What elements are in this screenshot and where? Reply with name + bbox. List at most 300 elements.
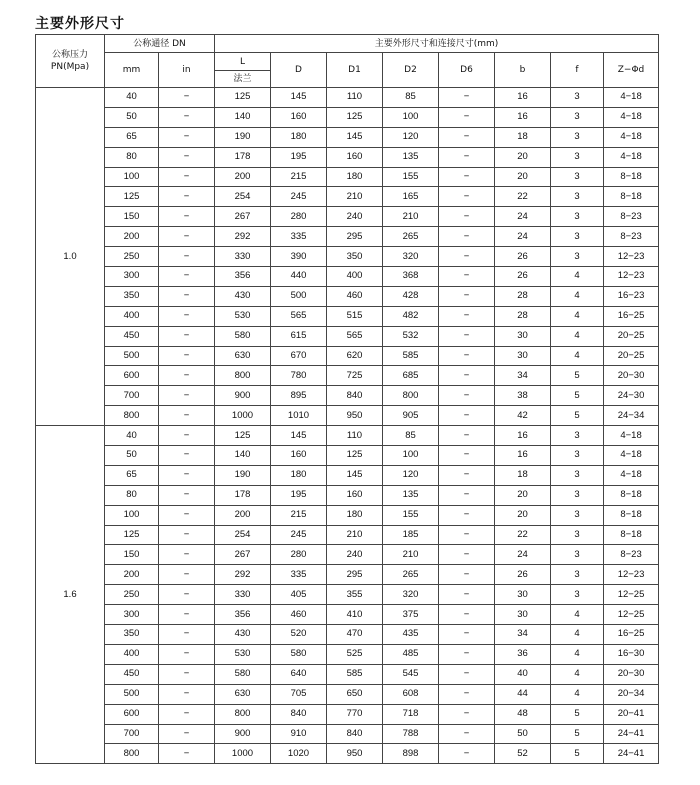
cell-b: 20 bbox=[495, 485, 551, 505]
cell-b: 20 bbox=[495, 167, 551, 187]
cell-mm: 80 bbox=[105, 485, 159, 505]
table-row bbox=[36, 724, 659, 744]
cell-mm: 125 bbox=[105, 187, 159, 207]
cell-D2: 800 bbox=[383, 386, 439, 406]
cell-in: − bbox=[159, 386, 215, 406]
cell-D: 440 bbox=[271, 267, 327, 287]
cell-mm: 700 bbox=[105, 386, 159, 406]
cell-zd: 24−41 bbox=[604, 744, 659, 764]
cell-D1: 515 bbox=[327, 306, 383, 326]
cell-in: − bbox=[159, 565, 215, 585]
cell-mm: 700 bbox=[105, 724, 159, 744]
cell-in: − bbox=[159, 286, 215, 306]
cell-D2: 368 bbox=[383, 267, 439, 287]
cell-in: − bbox=[159, 147, 215, 167]
cell-b: 24 bbox=[495, 227, 551, 247]
cell-D6: − bbox=[439, 565, 495, 585]
cell-b: 22 bbox=[495, 525, 551, 545]
cell-D1: 400 bbox=[327, 267, 383, 287]
cell-zd: 12−25 bbox=[604, 585, 659, 605]
cell-D6: − bbox=[439, 744, 495, 764]
cell-b: 40 bbox=[495, 664, 551, 684]
cell-D: 1010 bbox=[271, 406, 327, 426]
cell-D2: 482 bbox=[383, 306, 439, 326]
cell-b: 18 bbox=[495, 127, 551, 147]
cell-D: 910 bbox=[271, 724, 327, 744]
cell-D2: 165 bbox=[383, 187, 439, 207]
cell-b: 24 bbox=[495, 545, 551, 565]
cell-f: 4 bbox=[551, 664, 604, 684]
cell-D6: − bbox=[439, 227, 495, 247]
table-row bbox=[36, 167, 659, 187]
cell-in: − bbox=[159, 187, 215, 207]
cell-D6: − bbox=[439, 88, 495, 108]
cell-D2: 320 bbox=[383, 247, 439, 267]
cell-D2: 320 bbox=[383, 585, 439, 605]
table-row bbox=[36, 386, 659, 406]
cell-mm: 250 bbox=[105, 247, 159, 267]
cell-in: − bbox=[159, 426, 215, 446]
table-row bbox=[36, 426, 659, 446]
cell-L: 580 bbox=[215, 326, 271, 346]
table-row bbox=[36, 644, 659, 664]
cell-D1: 470 bbox=[327, 625, 383, 645]
cell-D6: − bbox=[439, 107, 495, 127]
cell-D2: 485 bbox=[383, 644, 439, 664]
cell-in: − bbox=[159, 127, 215, 147]
cell-b: 30 bbox=[495, 585, 551, 605]
cell-L: 125 bbox=[215, 88, 271, 108]
table-row bbox=[36, 684, 659, 704]
cell-D: 335 bbox=[271, 227, 327, 247]
table-row bbox=[36, 585, 659, 605]
table-row bbox=[36, 744, 659, 764]
cell-D: 520 bbox=[271, 625, 327, 645]
cell-f: 4 bbox=[551, 644, 604, 664]
cell-in: − bbox=[159, 346, 215, 366]
cell-mm: 600 bbox=[105, 366, 159, 386]
cell-L: 178 bbox=[215, 147, 271, 167]
cell-in: − bbox=[159, 744, 215, 764]
cell-L: 630 bbox=[215, 684, 271, 704]
cell-zd: 8−23 bbox=[604, 545, 659, 565]
cell-L: 140 bbox=[215, 107, 271, 127]
cell-D: 280 bbox=[271, 207, 327, 227]
cell-mm: 500 bbox=[105, 684, 159, 704]
cell-L: 430 bbox=[215, 625, 271, 645]
cell-b: 20 bbox=[495, 147, 551, 167]
table-row bbox=[36, 127, 659, 147]
cell-f: 3 bbox=[551, 227, 604, 247]
col-in-header: in bbox=[159, 53, 215, 88]
cell-D2: 120 bbox=[383, 127, 439, 147]
cell-zd: 8−18 bbox=[604, 485, 659, 505]
cell-in: − bbox=[159, 326, 215, 346]
cell-b: 44 bbox=[495, 684, 551, 704]
cell-mm: 800 bbox=[105, 406, 159, 426]
cell-zd: 20−34 bbox=[604, 684, 659, 704]
cell-D: 280 bbox=[271, 545, 327, 565]
cell-f: 3 bbox=[551, 247, 604, 267]
table-row bbox=[36, 366, 659, 386]
cell-D1: 240 bbox=[327, 545, 383, 565]
col-zd-header: Z−Φd bbox=[604, 53, 659, 88]
cell-mm: 450 bbox=[105, 664, 159, 684]
table-row bbox=[36, 446, 659, 466]
cell-D2: 120 bbox=[383, 465, 439, 485]
cell-D6: − bbox=[439, 406, 495, 426]
cell-D1: 525 bbox=[327, 644, 383, 664]
cell-in: − bbox=[159, 605, 215, 625]
dn-group-header: 公称通径 DN bbox=[105, 35, 215, 53]
cell-D1: 180 bbox=[327, 505, 383, 525]
table-row bbox=[36, 565, 659, 585]
cell-L: 140 bbox=[215, 446, 271, 466]
cell-D2: 545 bbox=[383, 664, 439, 684]
cell-b: 30 bbox=[495, 346, 551, 366]
cell-f: 4 bbox=[551, 346, 604, 366]
cell-mm: 300 bbox=[105, 605, 159, 625]
cell-D: 580 bbox=[271, 644, 327, 664]
table-row bbox=[36, 664, 659, 684]
cell-D2: 898 bbox=[383, 744, 439, 764]
cell-zd: 4−18 bbox=[604, 426, 659, 446]
col-D-header: D bbox=[271, 53, 327, 88]
cell-in: − bbox=[159, 485, 215, 505]
cell-zd: 4−18 bbox=[604, 446, 659, 466]
cell-D6: − bbox=[439, 605, 495, 625]
cell-L: 530 bbox=[215, 644, 271, 664]
table-row bbox=[36, 267, 659, 287]
cell-mm: 250 bbox=[105, 585, 159, 605]
cell-b: 18 bbox=[495, 465, 551, 485]
cell-D2: 100 bbox=[383, 107, 439, 127]
cell-D: 705 bbox=[271, 684, 327, 704]
cell-zd: 8−18 bbox=[604, 187, 659, 207]
cell-D1: 240 bbox=[327, 207, 383, 227]
cell-L: 178 bbox=[215, 485, 271, 505]
cell-b: 26 bbox=[495, 565, 551, 585]
cell-mm: 200 bbox=[105, 227, 159, 247]
cell-D: 615 bbox=[271, 326, 327, 346]
table-row bbox=[36, 465, 659, 485]
cell-D6: − bbox=[439, 366, 495, 386]
cell-D: 335 bbox=[271, 565, 327, 585]
cell-f: 3 bbox=[551, 525, 604, 545]
cell-D6: − bbox=[439, 724, 495, 744]
cell-zd: 24−34 bbox=[604, 406, 659, 426]
cell-b: 30 bbox=[495, 605, 551, 625]
cell-D6: − bbox=[439, 346, 495, 366]
cell-zd: 4−18 bbox=[604, 127, 659, 147]
cell-D: 780 bbox=[271, 366, 327, 386]
cell-mm: 150 bbox=[105, 207, 159, 227]
col-L-header: L bbox=[215, 53, 271, 71]
cell-in: − bbox=[159, 267, 215, 287]
cell-D2: 788 bbox=[383, 724, 439, 744]
cell-zd: 16−25 bbox=[604, 306, 659, 326]
cell-D1: 145 bbox=[327, 127, 383, 147]
table-row bbox=[36, 88, 659, 108]
table-row bbox=[36, 207, 659, 227]
table-row bbox=[36, 505, 659, 525]
cell-L: 356 bbox=[215, 605, 271, 625]
cell-b: 16 bbox=[495, 107, 551, 127]
col-L-sub-header: 法兰 bbox=[215, 71, 271, 88]
cell-f: 5 bbox=[551, 406, 604, 426]
cell-in: − bbox=[159, 406, 215, 426]
cell-D: 405 bbox=[271, 585, 327, 605]
cell-zd: 12−23 bbox=[604, 247, 659, 267]
table-row bbox=[36, 227, 659, 247]
cell-f: 3 bbox=[551, 505, 604, 525]
cell-D2: 135 bbox=[383, 485, 439, 505]
cell-L: 356 bbox=[215, 267, 271, 287]
cell-mm: 65 bbox=[105, 127, 159, 147]
cell-D: 500 bbox=[271, 286, 327, 306]
cell-mm: 40 bbox=[105, 426, 159, 446]
table-row bbox=[36, 704, 659, 724]
cell-b: 26 bbox=[495, 247, 551, 267]
cell-L: 330 bbox=[215, 247, 271, 267]
cell-b: 16 bbox=[495, 446, 551, 466]
cell-D1: 725 bbox=[327, 366, 383, 386]
cell-D2: 210 bbox=[383, 545, 439, 565]
cell-D1: 565 bbox=[327, 326, 383, 346]
pressure-value: 1.6 bbox=[36, 426, 105, 764]
cell-zd: 8−23 bbox=[604, 227, 659, 247]
cell-D: 245 bbox=[271, 525, 327, 545]
cell-L: 254 bbox=[215, 187, 271, 207]
cell-D2: 435 bbox=[383, 625, 439, 645]
cell-zd: 16−25 bbox=[604, 625, 659, 645]
pressure-header bbox=[36, 35, 105, 88]
cell-D: 245 bbox=[271, 187, 327, 207]
cell-D: 390 bbox=[271, 247, 327, 267]
cell-f: 3 bbox=[551, 147, 604, 167]
cell-D: 180 bbox=[271, 127, 327, 147]
cell-D: 1020 bbox=[271, 744, 327, 764]
cell-D2: 100 bbox=[383, 446, 439, 466]
cell-f: 4 bbox=[551, 306, 604, 326]
cell-mm: 800 bbox=[105, 744, 159, 764]
cell-zd: 12−23 bbox=[604, 565, 659, 585]
dimensions-table bbox=[35, 34, 659, 764]
cell-in: − bbox=[159, 366, 215, 386]
cell-D1: 160 bbox=[327, 147, 383, 167]
cell-mm: 450 bbox=[105, 326, 159, 346]
cell-mm: 350 bbox=[105, 286, 159, 306]
cell-b: 16 bbox=[495, 426, 551, 446]
cell-mm: 200 bbox=[105, 565, 159, 585]
cell-D: 215 bbox=[271, 167, 327, 187]
cell-mm: 400 bbox=[105, 644, 159, 664]
cell-D2: 265 bbox=[383, 565, 439, 585]
cell-D: 160 bbox=[271, 446, 327, 466]
cell-zd: 12−25 bbox=[604, 605, 659, 625]
cell-in: − bbox=[159, 545, 215, 565]
cell-in: − bbox=[159, 704, 215, 724]
cell-D2: 532 bbox=[383, 326, 439, 346]
cell-D6: − bbox=[439, 247, 495, 267]
table-row bbox=[36, 147, 659, 167]
cell-D6: − bbox=[439, 545, 495, 565]
cell-D2: 155 bbox=[383, 505, 439, 525]
cell-L: 267 bbox=[215, 545, 271, 565]
cell-D2: 185 bbox=[383, 525, 439, 545]
table-row bbox=[36, 485, 659, 505]
cell-zd: 16−23 bbox=[604, 286, 659, 306]
cell-D1: 585 bbox=[327, 664, 383, 684]
cell-zd: 16−30 bbox=[604, 644, 659, 664]
cell-D6: − bbox=[439, 465, 495, 485]
cell-D1: 145 bbox=[327, 465, 383, 485]
cell-f: 3 bbox=[551, 585, 604, 605]
cell-f: 3 bbox=[551, 485, 604, 505]
cell-D2: 375 bbox=[383, 605, 439, 625]
cell-b: 50 bbox=[495, 724, 551, 744]
cell-D: 215 bbox=[271, 505, 327, 525]
page-title: 主要外形尺寸 bbox=[35, 16, 125, 32]
cell-in: − bbox=[159, 227, 215, 247]
cell-b: 34 bbox=[495, 366, 551, 386]
cell-b: 20 bbox=[495, 505, 551, 525]
cell-zd: 4−18 bbox=[604, 465, 659, 485]
cell-D1: 110 bbox=[327, 426, 383, 446]
cell-D1: 950 bbox=[327, 406, 383, 426]
cell-D6: − bbox=[439, 386, 495, 406]
col-f-header: f bbox=[551, 53, 604, 88]
cell-in: − bbox=[159, 585, 215, 605]
cell-D1: 180 bbox=[327, 167, 383, 187]
cell-D: 195 bbox=[271, 147, 327, 167]
cell-zd: 20−41 bbox=[604, 704, 659, 724]
cell-mm: 100 bbox=[105, 167, 159, 187]
cell-mm: 600 bbox=[105, 704, 159, 724]
col-D1-header: D1 bbox=[327, 53, 383, 88]
cell-D: 640 bbox=[271, 664, 327, 684]
cell-mm: 50 bbox=[105, 107, 159, 127]
cell-L: 200 bbox=[215, 505, 271, 525]
cell-L: 1000 bbox=[215, 744, 271, 764]
table-row bbox=[36, 545, 659, 565]
cell-D1: 160 bbox=[327, 485, 383, 505]
pressure-header-line1: 公称压力 bbox=[51, 50, 88, 60]
table-row bbox=[36, 346, 659, 366]
cell-b: 16 bbox=[495, 88, 551, 108]
cell-D2: 135 bbox=[383, 147, 439, 167]
cell-mm: 350 bbox=[105, 625, 159, 645]
cell-L: 190 bbox=[215, 465, 271, 485]
cell-D6: − bbox=[439, 426, 495, 446]
cell-L: 800 bbox=[215, 366, 271, 386]
cell-D2: 685 bbox=[383, 366, 439, 386]
cell-zd: 8−18 bbox=[604, 167, 659, 187]
cell-D6: − bbox=[439, 585, 495, 605]
cell-D2: 585 bbox=[383, 346, 439, 366]
table-row bbox=[36, 326, 659, 346]
cell-b: 38 bbox=[495, 386, 551, 406]
cell-D2: 85 bbox=[383, 88, 439, 108]
cell-D1: 210 bbox=[327, 187, 383, 207]
table-row bbox=[36, 247, 659, 267]
cell-f: 3 bbox=[551, 446, 604, 466]
cell-mm: 65 bbox=[105, 465, 159, 485]
cell-f: 3 bbox=[551, 426, 604, 446]
cell-D: 145 bbox=[271, 426, 327, 446]
cell-in: − bbox=[159, 207, 215, 227]
cell-D1: 950 bbox=[327, 744, 383, 764]
table-row bbox=[36, 286, 659, 306]
cell-D6: − bbox=[439, 267, 495, 287]
cell-D6: − bbox=[439, 147, 495, 167]
cell-D1: 620 bbox=[327, 346, 383, 366]
cell-D: 195 bbox=[271, 485, 327, 505]
cell-b: 24 bbox=[495, 207, 551, 227]
cell-D2: 608 bbox=[383, 684, 439, 704]
cell-D2: 210 bbox=[383, 207, 439, 227]
cell-mm: 300 bbox=[105, 267, 159, 287]
cell-D6: − bbox=[439, 625, 495, 645]
cell-f: 3 bbox=[551, 207, 604, 227]
cell-D6: − bbox=[439, 127, 495, 147]
cell-D6: − bbox=[439, 207, 495, 227]
table-row bbox=[36, 187, 659, 207]
cell-in: − bbox=[159, 88, 215, 108]
cell-D: 180 bbox=[271, 465, 327, 485]
cell-b: 42 bbox=[495, 406, 551, 426]
col-D2-header: D2 bbox=[383, 53, 439, 88]
col-b-header: b bbox=[495, 53, 551, 88]
cell-L: 190 bbox=[215, 127, 271, 147]
cell-f: 3 bbox=[551, 565, 604, 585]
cell-D: 895 bbox=[271, 386, 327, 406]
cell-L: 430 bbox=[215, 286, 271, 306]
cell-zd: 20−30 bbox=[604, 366, 659, 386]
cell-mm: 400 bbox=[105, 306, 159, 326]
cell-D6: − bbox=[439, 326, 495, 346]
cell-L: 1000 bbox=[215, 406, 271, 426]
cell-L: 200 bbox=[215, 167, 271, 187]
table-row bbox=[36, 625, 659, 645]
cell-in: − bbox=[159, 724, 215, 744]
cell-D6: − bbox=[439, 286, 495, 306]
cell-in: − bbox=[159, 684, 215, 704]
cell-in: − bbox=[159, 644, 215, 664]
cell-mm: 500 bbox=[105, 346, 159, 366]
cell-f: 4 bbox=[551, 267, 604, 287]
cell-D6: − bbox=[439, 187, 495, 207]
cell-b: 22 bbox=[495, 187, 551, 207]
cell-D1: 410 bbox=[327, 605, 383, 625]
cell-L: 580 bbox=[215, 664, 271, 684]
cell-zd: 20−30 bbox=[604, 664, 659, 684]
cell-D1: 350 bbox=[327, 247, 383, 267]
cell-D1: 295 bbox=[327, 227, 383, 247]
cell-D1: 840 bbox=[327, 724, 383, 744]
cell-D1: 125 bbox=[327, 107, 383, 127]
cell-zd: 24−30 bbox=[604, 386, 659, 406]
cell-D: 145 bbox=[271, 88, 327, 108]
cell-L: 630 bbox=[215, 346, 271, 366]
cell-D: 565 bbox=[271, 306, 327, 326]
cell-mm: 80 bbox=[105, 147, 159, 167]
cell-D: 460 bbox=[271, 605, 327, 625]
cell-zd: 4−18 bbox=[604, 107, 659, 127]
cell-D1: 650 bbox=[327, 684, 383, 704]
cell-f: 4 bbox=[551, 625, 604, 645]
cell-b: 34 bbox=[495, 625, 551, 645]
